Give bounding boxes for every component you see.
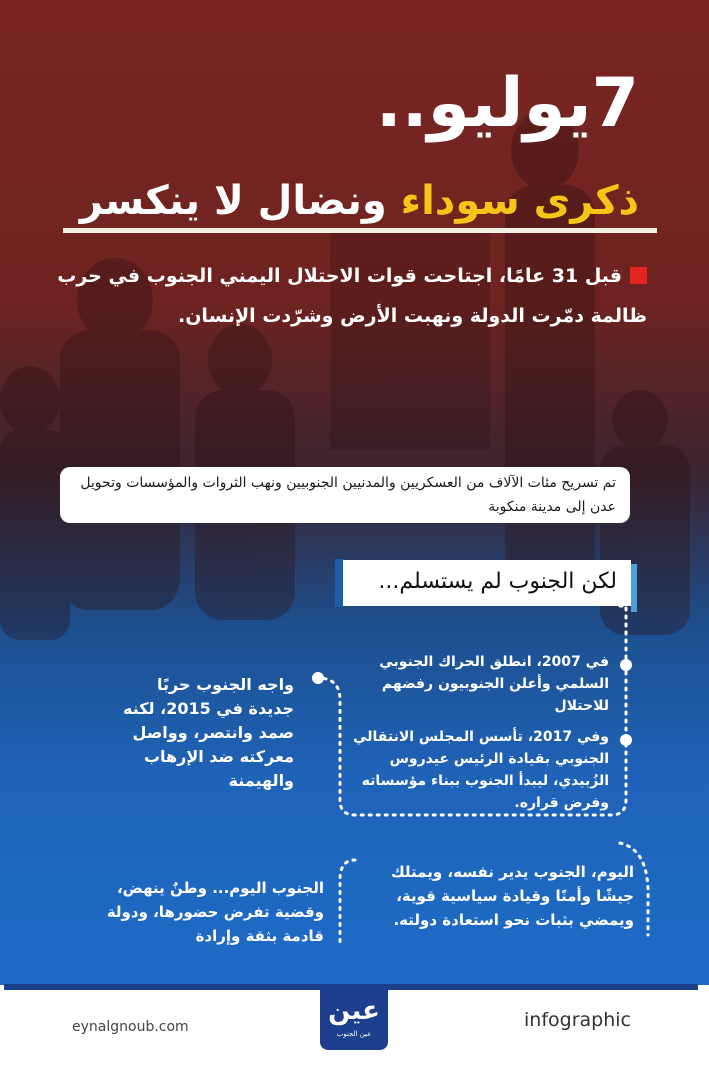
timeline-card-2017: وفي 2017، تأسس المجلس الانتقالي الجنوبي بقيادة الرئيس عيدروس الزُبيدي، ليبدأ الجنوب ببناء مؤسساته وفرض قراره. xyxy=(353,729,609,811)
subtitle-highlight: ذكرى سوداء xyxy=(400,178,639,224)
logo-glyph: عين xyxy=(328,996,380,1026)
website-link[interactable]: eynalgnoub.com xyxy=(72,1019,189,1035)
infographic-label: infographic xyxy=(524,1009,631,1031)
timeline-card-today: اليوم، الجنوب يدير نفسه، ويمتلك جيشًا وأمنًا وقيادة سياسية قوية، ويمضي بثبات نحو استعادة دولته. xyxy=(390,863,634,929)
page-title: 7يوليو.. xyxy=(375,64,639,143)
info-box-text: تم تسريح مئات الآلاف من العسكريين والمدنيين الجنوبيين ونهب الثروات والمؤسسات وتحويل عدن إلى مدينة منكوبة xyxy=(80,475,616,515)
intro-text: قبل 31 عامًا، اجتاحت قوات الاحتلال اليمني الجنوب في حرب ظالمة دمّرت الدولة ونهبت الأرض وشرّدت الإنسان. xyxy=(57,265,647,327)
timeline-card-2007: في 2007، انطلق الحراك الجنوبي السلمي وأعلن الجنوبيون رفضهم للاحتلال xyxy=(379,654,609,714)
brand-logo xyxy=(320,990,388,1050)
section-heading: لكن الجنوب لم يستسلم... xyxy=(378,569,617,594)
timeline-node xyxy=(620,734,632,746)
subtitle-rest: ونضال لا ينكسر xyxy=(79,178,387,224)
timeline-card-future: الجنوب اليوم... وطنٌ ينهض، وقضية تفرض حضورها، ودولة قادمة بثقة وإرادة xyxy=(106,879,324,945)
logo-tagline: عين الجنوب xyxy=(336,1030,372,1038)
timeline-card-2015: واجه الجنوب حربًا جديدة في 2015، لكنه صمد وانتصر، وواصل معركته ضد الإرهاب والهيمنة xyxy=(122,675,294,790)
timeline-node xyxy=(312,672,324,684)
timeline-node xyxy=(620,659,632,671)
